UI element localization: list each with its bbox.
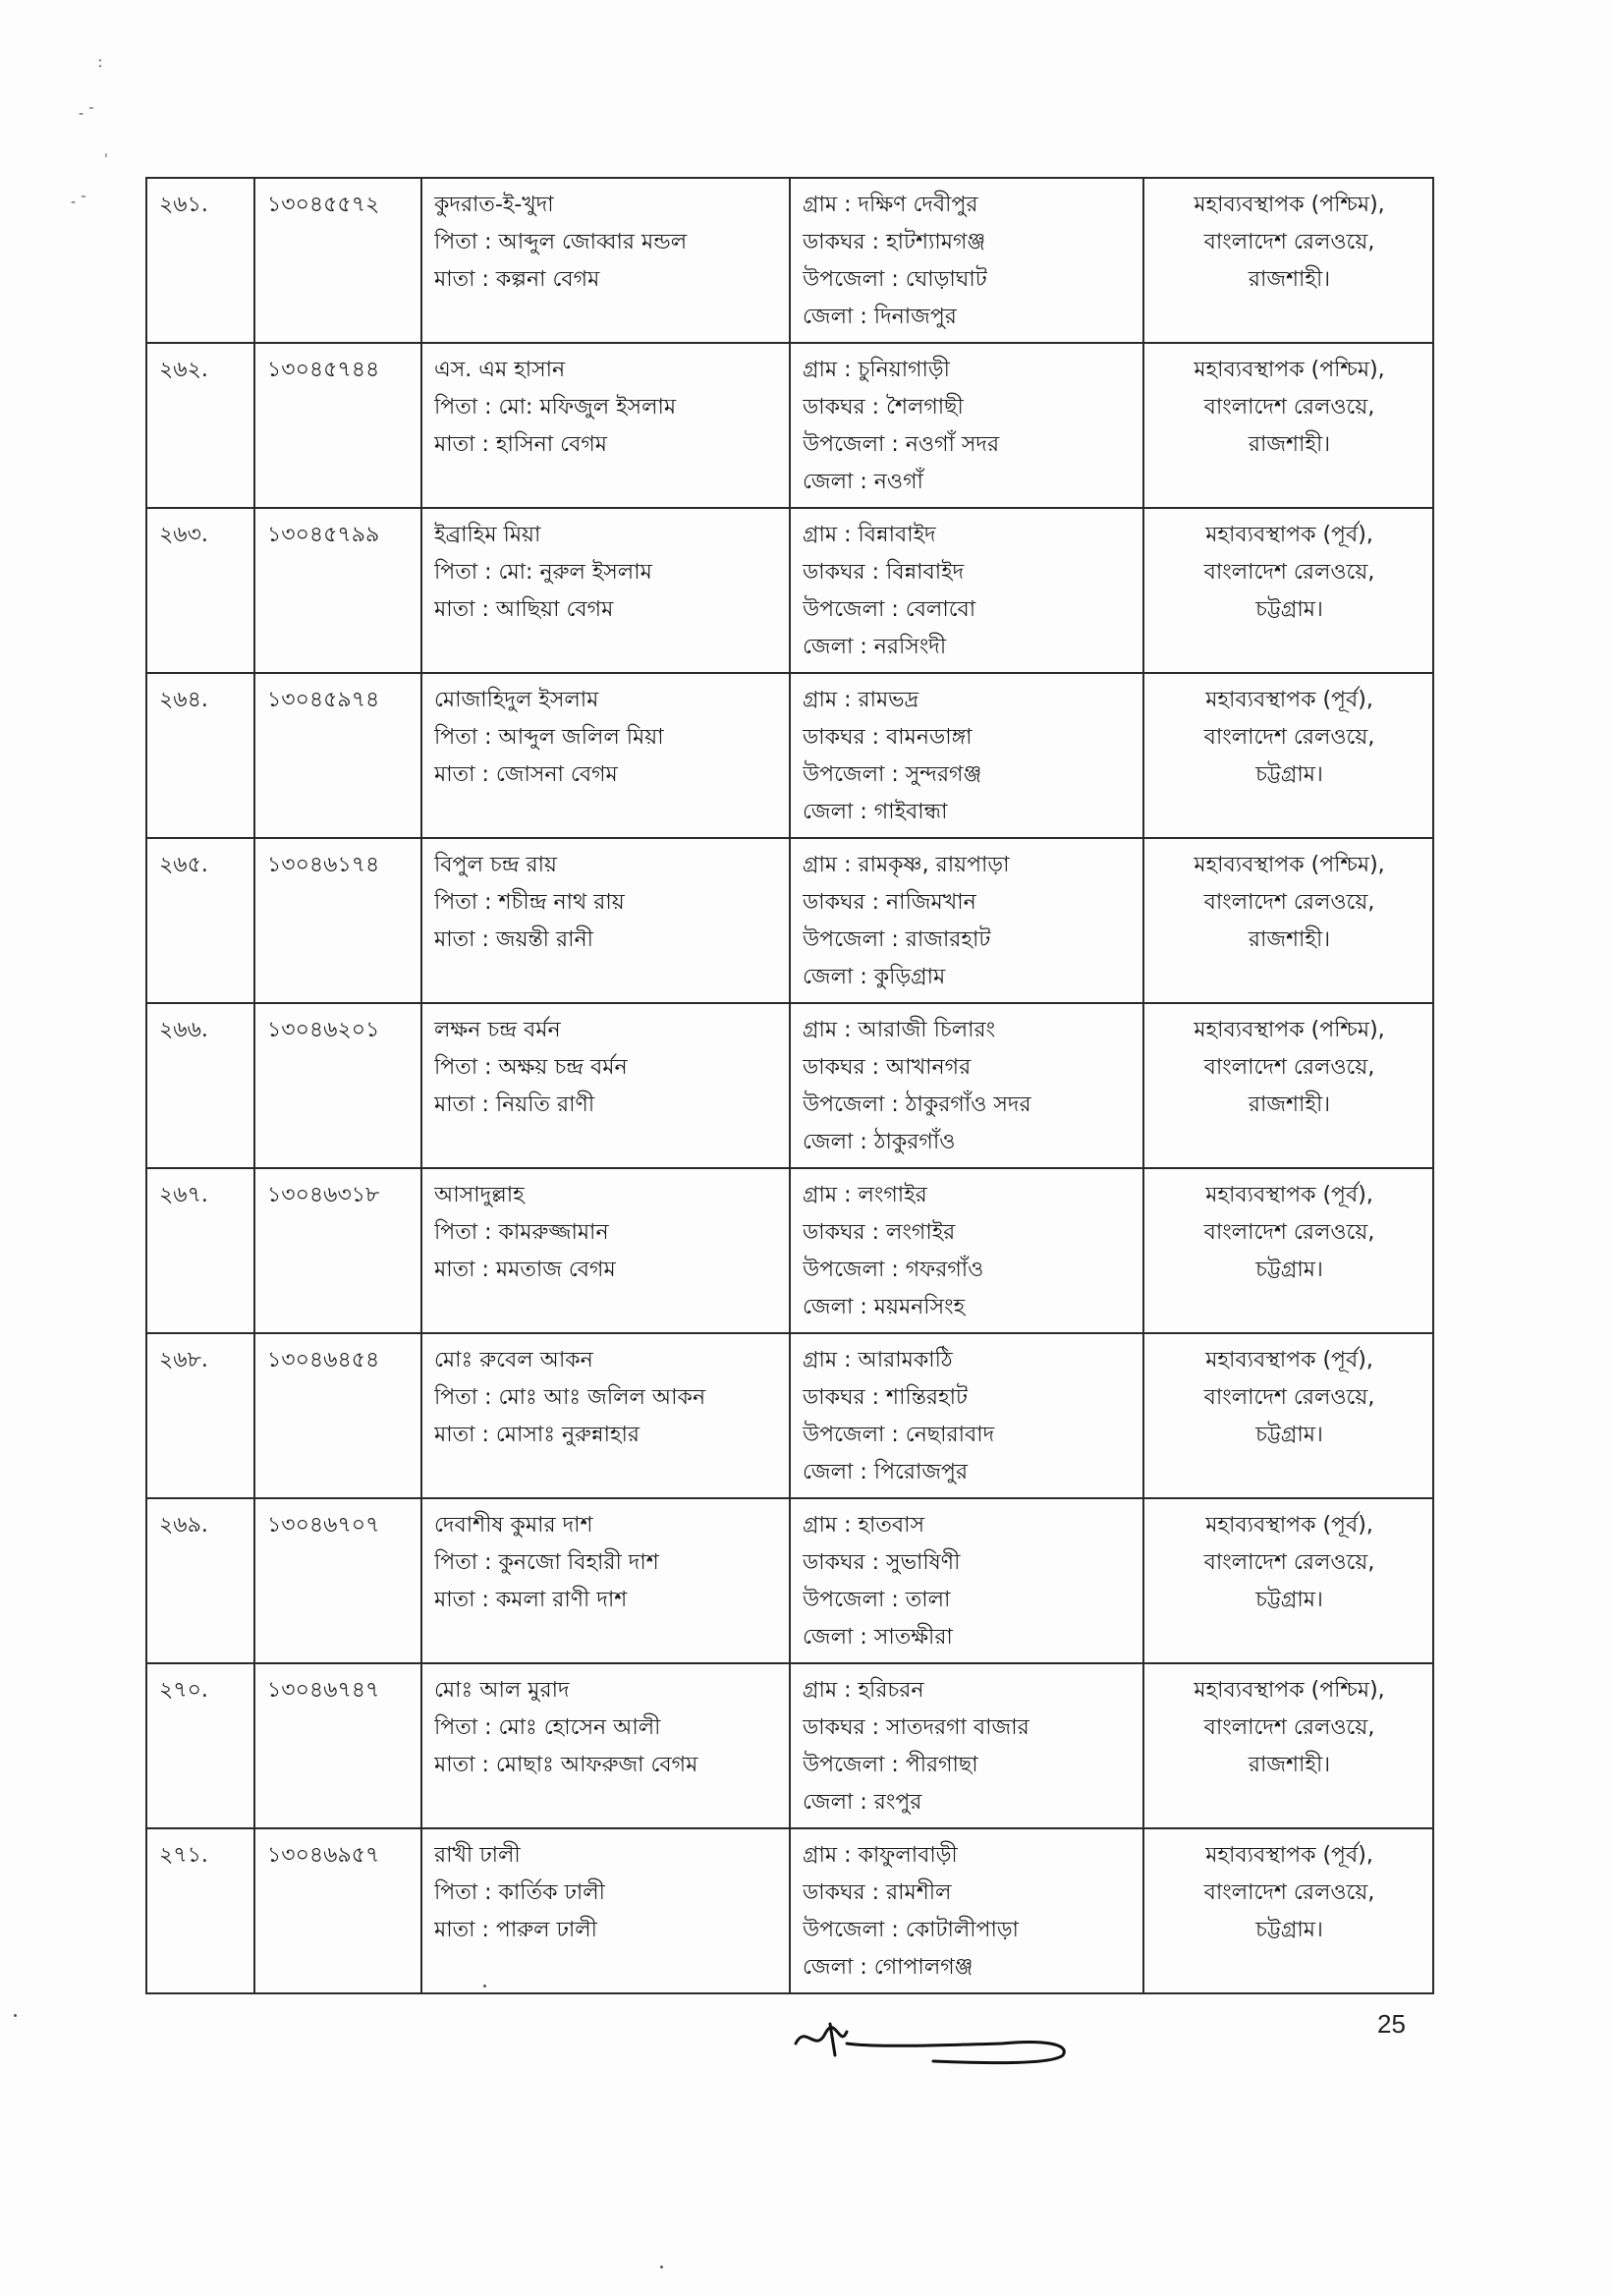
- serial-cell: ২৬১.: [146, 178, 254, 343]
- father-name: পিতা : মোঃ আঃ জলিল আকন: [434, 1385, 706, 1410]
- address-cell: [790, 1003, 1143, 1168]
- office-city: রাজশাহী।: [1248, 1092, 1331, 1117]
- person-cell: [421, 1498, 790, 1663]
- office-city: চট্টগ্রাম।: [1255, 762, 1323, 787]
- address-cell: [790, 1168, 1143, 1333]
- office-org: বাংলাদেশ রেলওয়ে,: [1203, 560, 1375, 585]
- office-org: বাংলাদেশ রেলওয়ে,: [1203, 1055, 1375, 1080]
- candidate-name: কুদরাত-ই-খুদা: [434, 193, 554, 217]
- office-cell: [1143, 1663, 1433, 1828]
- table-row: [146, 1663, 1433, 1828]
- post-office: ডাকঘর : সাতদরগা বাজার: [803, 1715, 1029, 1740]
- serial-cell: ২৬৯.: [146, 1498, 254, 1663]
- roll-cell: ১৩০৪৬৯৫৭: [254, 1828, 421, 1993]
- office-title: মহাব্যবস্থাপক (পশ্চিম),: [1194, 853, 1385, 877]
- table-row: [146, 1333, 1433, 1498]
- roll-cell: ১৩০৪৬২০১: [254, 1003, 421, 1168]
- office-cell: [1143, 178, 1433, 343]
- village: গ্রাম : চুনিয়াগাড়ী: [803, 358, 950, 382]
- address-cell: [790, 343, 1143, 508]
- person-cell: [421, 178, 790, 343]
- person-cell: [421, 1003, 790, 1168]
- upazila: উপজেলা : কোটালীপাড়া: [803, 1918, 1019, 1942]
- serial-cell: ২৬২.: [146, 343, 254, 508]
- address-cell: [790, 1663, 1143, 1828]
- office-cell: [1143, 343, 1433, 508]
- person-cell: [421, 1828, 790, 1993]
- candidate-name: আসাদুল্লাহ: [434, 1183, 525, 1207]
- office-org: বাংলাদেশ রেলওয়ে,: [1203, 725, 1375, 750]
- office-city: চট্টগ্রাম।: [1255, 1918, 1323, 1942]
- village: গ্রাম : কাফুলাবাড়ী: [803, 1843, 958, 1868]
- office-org: বাংলাদেশ রেলওয়ে,: [1203, 1220, 1375, 1245]
- district: জেলা : কুড়িগ্রাম: [803, 965, 946, 989]
- office-city: চট্টগ্রাম।: [1255, 597, 1323, 622]
- serial-cell: ২৬৫.: [146, 838, 254, 1003]
- mother-name: মাতা : পারুল ঢালী: [434, 1918, 597, 1942]
- district: জেলা : ঠাকুরগাঁও: [803, 1130, 956, 1154]
- mother-name: মাতা : মোছাঃ আফরুজা বেগম: [434, 1753, 698, 1777]
- scan-speck: [660, 2266, 663, 2268]
- roll-cell: ১৩০৪৫৭৪৪: [254, 343, 421, 508]
- district: জেলা : নওগাঁ: [803, 470, 923, 494]
- person-cell: [421, 673, 790, 838]
- address-cell: [790, 1498, 1143, 1663]
- post-office: ডাকঘর : হাটশ্যামগঞ্জ: [803, 230, 986, 254]
- village: গ্রাম : বিন্নাবাইদ: [803, 523, 936, 547]
- mother-name: মাতা : মোসাঃ নুরুন্নাহার: [434, 1423, 640, 1447]
- office-title: মহাব্যবস্থাপক (পূর্ব),: [1205, 688, 1373, 712]
- post-office: ডাকঘর : বামনডাঙ্গা: [803, 725, 973, 750]
- office-cell: [1143, 1003, 1433, 1168]
- upazila: উপজেলা : নেছারাবাদ: [803, 1423, 995, 1447]
- district: জেলা : গোপালগঞ্জ: [803, 1955, 973, 1980]
- village: গ্রাম : হাতবাস: [803, 1513, 925, 1538]
- office-cell: [1143, 838, 1433, 1003]
- upazila: উপজেলা : ঠাকুরগাঁও সদর: [803, 1092, 1031, 1117]
- roll-cell: ১৩০৪৬৭৪৭: [254, 1663, 421, 1828]
- upazila: উপজেলা : নওগাঁ সদর: [803, 432, 1000, 457]
- office-org: বাংলাদেশ রেলওয়ে,: [1203, 1880, 1375, 1905]
- father-name: পিতা : মো: মফিজুল ইসলাম: [434, 395, 677, 420]
- village: গ্রাম : দক্ষিণ দেবীপুর: [803, 193, 978, 217]
- serial-cell: ২৬৪.: [146, 673, 254, 838]
- candidate-name: দেবাশীষ কুমার দাশ: [434, 1513, 593, 1538]
- mother-name: মাতা : আছিয়া বেগম: [434, 597, 614, 622]
- office-cell: [1143, 1333, 1433, 1498]
- candidate-name: রাখী ঢালী: [434, 1843, 521, 1868]
- serial-cell: ২৬৮.: [146, 1333, 254, 1498]
- mother-name: মাতা : কমলা রাণী দাশ: [434, 1588, 628, 1612]
- village: গ্রাম : হরিচরন: [803, 1678, 924, 1703]
- office-city: রাজশাহী।: [1248, 432, 1331, 457]
- father-name: পিতা : কামরুজ্জামান: [434, 1220, 609, 1245]
- serial-cell: ২৭১.: [146, 1828, 254, 1993]
- table-row: [146, 838, 1433, 1003]
- table-row: [146, 1168, 1433, 1333]
- father-name: পিতা : আব্দুল জোব্বার মন্ডল: [434, 230, 688, 254]
- father-name: পিতা : মো: নুরুল ইসলাম: [434, 560, 652, 585]
- roll-cell: ১৩০৪৬৩১৮: [254, 1168, 421, 1333]
- roll-cell: ১৩০৪৬৭০৭: [254, 1498, 421, 1663]
- mother-name: মাতা : জয়ন্তী রানী: [434, 927, 593, 952]
- office-title: মহাব্যবস্থাপক (পশ্চিম),: [1194, 1678, 1385, 1703]
- page-number: 25: [1377, 2009, 1406, 2039]
- office-cell: [1143, 508, 1433, 673]
- village: গ্রাম : রামকৃষ্ণ, রায়পাড়া: [803, 853, 1010, 877]
- serial-cell: ২৭০.: [146, 1663, 254, 1828]
- village: গ্রাম : রামভদ্র: [803, 688, 919, 712]
- office-cell: [1143, 673, 1433, 838]
- office-org: বাংলাদেশ রেলওয়ে,: [1203, 1550, 1375, 1575]
- office-org: বাংলাদেশ রেলওয়ে,: [1203, 1385, 1375, 1410]
- office-title: মহাব্যবস্থাপক (পূর্ব),: [1205, 1348, 1373, 1372]
- upazila: উপজেলা : পীরগাছা: [803, 1753, 978, 1777]
- upazila: উপজেলা : রাজারহাট: [803, 927, 991, 952]
- office-city: চট্টগ্রাম।: [1255, 1423, 1323, 1447]
- person-cell: [421, 1333, 790, 1498]
- table-row: [146, 1828, 1433, 1993]
- office-city: চট্টগ্রাম।: [1255, 1258, 1323, 1282]
- upazila: উপজেলা : বেলাবো: [803, 597, 976, 622]
- roll-cell: ১৩০৪৬৪৫৪: [254, 1333, 421, 1498]
- person-cell: [421, 1663, 790, 1828]
- candidate-name: বিপুল চন্দ্র রায়: [434, 853, 557, 877]
- address-cell: [790, 1828, 1143, 1993]
- office-org: বাংলাদেশ রেলওয়ে,: [1203, 230, 1375, 254]
- father-name: পিতা : মোঃ হোসেন আলী: [434, 1715, 661, 1740]
- father-name: পিতা : শচীন্দ্র নাথ রায়: [434, 890, 625, 915]
- office-city: চট্টগ্রাম।: [1255, 1588, 1323, 1612]
- serial-cell: ২৬৩.: [146, 508, 254, 673]
- office-cell: [1143, 1168, 1433, 1333]
- candidate-name: ইব্রাহিম মিয়া: [434, 523, 541, 547]
- office-title: মহাব্যবস্থাপক (পূর্ব),: [1205, 1183, 1373, 1207]
- person-cell: [421, 343, 790, 508]
- office-title: মহাব্যবস্থাপক (পূর্ব),: [1205, 1513, 1373, 1538]
- margin-marks: ː - ˉ ˌ - ˉ: [71, 55, 108, 210]
- post-office: ডাকঘর : নাজিমখান: [803, 890, 976, 915]
- post-office: ডাকঘর : শান্তিরহাট: [803, 1385, 968, 1410]
- candidate-name: মোঃ আল মুরাদ: [434, 1678, 570, 1703]
- signature-icon: [786, 2004, 1081, 2073]
- district: জেলা : নরসিংদী: [803, 635, 947, 659]
- serial-cell: ২৬৭.: [146, 1168, 254, 1333]
- mother-name: মাতা : নিয়তি রাণী: [434, 1092, 595, 1117]
- roll-cell: ১৩০৪৫৭৯৯: [254, 508, 421, 673]
- table-row: [146, 1498, 1433, 1663]
- upazila: উপজেলা : গফরগাঁও: [803, 1258, 984, 1282]
- office-cell: [1143, 1498, 1433, 1663]
- district: জেলা : সাতক্ষীরা: [803, 1625, 953, 1650]
- office-org: বাংলাদেশ রেলওয়ে,: [1203, 395, 1375, 420]
- address-cell: [790, 508, 1143, 673]
- table-row: [146, 508, 1433, 673]
- office-city: রাজশাহী।: [1248, 1753, 1331, 1777]
- office-title: মহাব্যবস্থাপক (পূর্ব),: [1205, 1843, 1373, 1868]
- office-title: মহাব্যবস্থাপক (পশ্চিম),: [1194, 193, 1385, 217]
- roll-cell: ১৩০৪৬১৭৪: [254, 838, 421, 1003]
- father-name: পিতা : আব্দুল জলিল মিয়া: [434, 725, 664, 750]
- roll-cell: ১৩০৪৫৫৭২: [254, 178, 421, 343]
- upazila: উপজেলা : ঘোড়াঘাট: [803, 267, 987, 292]
- father-name: পিতা : কার্তিক ঢালী: [434, 1880, 605, 1905]
- office-org: বাংলাদেশ রেলওয়ে,: [1203, 1715, 1375, 1740]
- table-row: [146, 1003, 1433, 1168]
- office-cell: [1143, 1828, 1433, 1993]
- district: জেলা : গাইবান্ধা: [803, 800, 948, 824]
- upazila: উপজেলা : সুন্দরগঞ্জ: [803, 762, 982, 787]
- table-row: [146, 673, 1433, 838]
- address-cell: [790, 838, 1143, 1003]
- candidate-name: লক্ষন চন্দ্র বর্মন: [434, 1018, 561, 1042]
- mother-name: মাতা : মমতাজ বেগম: [434, 1258, 616, 1282]
- office-org: বাংলাদেশ রেলওয়ে,: [1203, 890, 1375, 915]
- post-office: ডাকঘর : সুভাষিণী: [803, 1550, 961, 1575]
- village: গ্রাম : লংগাইর: [803, 1183, 927, 1207]
- scan-speck: [483, 1985, 486, 1988]
- roll-cell: ১৩০৪৫৯৭৪: [254, 673, 421, 838]
- district: জেলা : ময়মনসিংহ: [803, 1295, 966, 1319]
- address-cell: [790, 673, 1143, 838]
- table-row: [146, 178, 1433, 343]
- village: গ্রাম : আরাজী চিলারং: [803, 1018, 996, 1042]
- table-row: [146, 343, 1433, 508]
- address-cell: [790, 1333, 1143, 1498]
- district: জেলা : রংপুর: [803, 1790, 922, 1815]
- district: জেলা : দিনাজপুর: [803, 305, 957, 329]
- post-office: ডাকঘর : আখানগর: [803, 1055, 972, 1080]
- post-office: ডাকঘর : শৈলগাছী: [803, 395, 964, 420]
- mother-name: মাতা : কল্পনা বেগম: [434, 267, 600, 292]
- office-city: রাজশাহী।: [1248, 927, 1331, 952]
- mother-name: মাতা : জোসনা বেগম: [434, 762, 618, 787]
- office-title: মহাব্যবস্থাপক (পশ্চিম),: [1194, 1018, 1385, 1042]
- person-cell: [421, 1168, 790, 1333]
- person-cell: [421, 838, 790, 1003]
- office-city: রাজশাহী।: [1248, 267, 1331, 292]
- post-office: ডাকঘর : লংগাইর: [803, 1220, 956, 1245]
- person-cell: [421, 508, 790, 673]
- upazila: উপজেলা : তালা: [803, 1588, 951, 1612]
- father-name: পিতা : অক্ষয় চন্দ্র বর্মন: [434, 1055, 628, 1080]
- address-cell: [790, 178, 1143, 343]
- serial-cell: ২৬৬.: [146, 1003, 254, 1168]
- scan-speck: [14, 2014, 17, 2017]
- office-title: মহাব্যবস্থাপক (পশ্চিম),: [1194, 358, 1385, 382]
- candidate-name: মোজাহিদুল ইসলাম: [434, 688, 599, 712]
- post-office: ডাকঘর : বিন্নাবাইদ: [803, 560, 965, 585]
- candidate-name: এস. এম হাসান: [434, 358, 566, 382]
- office-title: মহাব্যবস্থাপক (পূর্ব),: [1205, 523, 1373, 547]
- records-table: [145, 177, 1434, 1994]
- post-office: ডাকঘর : রামশীল: [803, 1880, 952, 1905]
- mother-name: মাতা : হাসিনা বেগম: [434, 432, 607, 457]
- district: জেলা : পিরোজপুর: [803, 1460, 969, 1484]
- father-name: পিতা : কুনজো বিহারী দাশ: [434, 1550, 659, 1575]
- village: গ্রাম : আরামকাঠি: [803, 1348, 953, 1372]
- candidate-name: মোঃ রুবেল আকন: [434, 1348, 593, 1372]
